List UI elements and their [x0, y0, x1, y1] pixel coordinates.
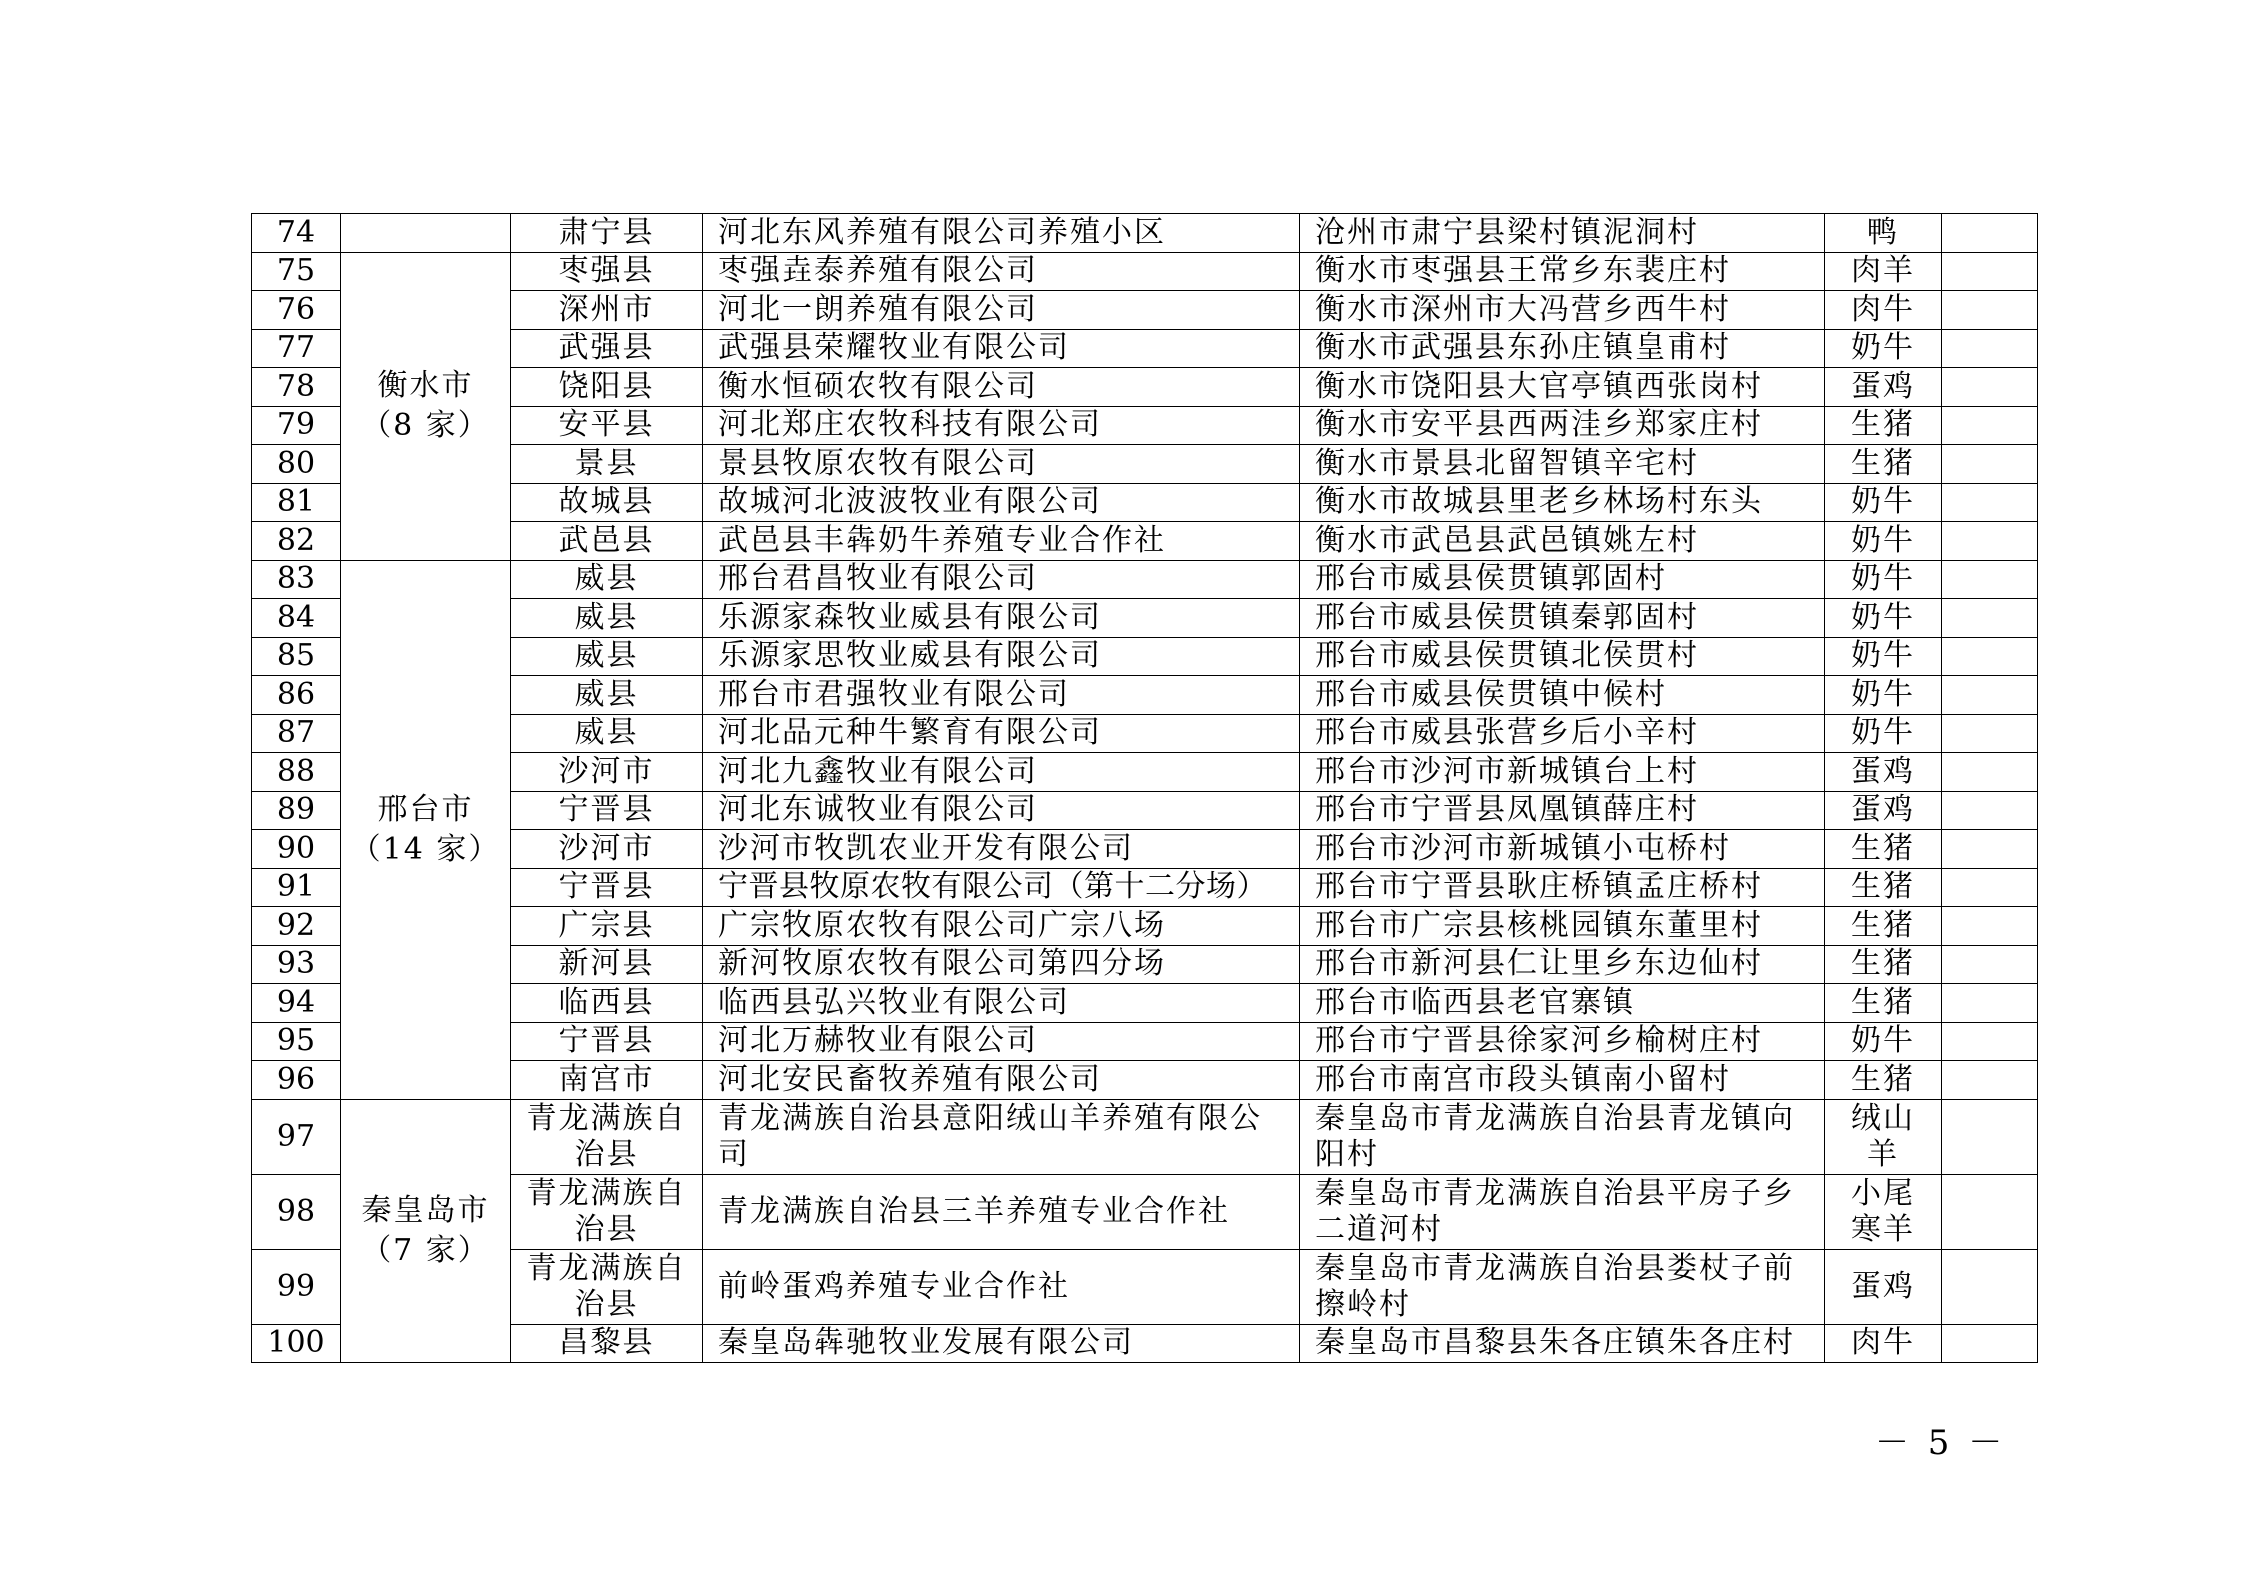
county-cell: 青龙满族自治县 — [511, 1249, 703, 1324]
blank-cell — [1942, 252, 2038, 291]
livestock-cell: 生猪 — [1825, 945, 1942, 984]
company-cell: 河北一朗养殖有限公司 — [703, 291, 1300, 330]
row-number: 83 — [252, 560, 341, 599]
company-cell: 枣强垚泰养殖有限公司 — [703, 252, 1300, 291]
livestock-cell: 肉羊 — [1825, 252, 1942, 291]
company-cell: 武邑县丰犇奶牛养殖专业合作社 — [703, 522, 1300, 561]
address-cell: 衡水市饶阳县大官亭镇西张岗村 — [1300, 368, 1825, 407]
row-number: 94 — [252, 984, 341, 1023]
blank-cell — [1942, 1099, 2038, 1174]
table-row — [252, 1061, 2038, 1100]
table-row — [252, 329, 2038, 368]
blank-cell — [1942, 483, 2038, 522]
blank-cell — [1942, 984, 2038, 1023]
blank-cell — [1942, 560, 2038, 599]
blank-cell — [1942, 445, 2038, 484]
row-number: 92 — [252, 907, 341, 946]
livestock-cell: 奶牛 — [1825, 560, 1942, 599]
address-cell: 衡水市枣强县王常乡东裴庄村 — [1300, 252, 1825, 291]
company-cell: 邢台市君强牧业有限公司 — [703, 676, 1300, 715]
county-cell: 武邑县 — [511, 522, 703, 561]
address-cell: 衡水市武邑县武邑镇姚左村 — [1300, 522, 1825, 561]
blank-cell — [1942, 868, 2038, 907]
livestock-cell: 生猪 — [1825, 1061, 1942, 1100]
county-cell: 安平县 — [511, 406, 703, 445]
blank-cell — [1942, 945, 2038, 984]
blank-cell — [1942, 406, 2038, 445]
livestock-cell: 奶牛 — [1825, 329, 1942, 368]
table-row — [252, 252, 2038, 291]
table-row — [252, 522, 2038, 561]
row-number: 81 — [252, 483, 341, 522]
address-cell: 邢台市威县侯贯镇中候村 — [1300, 676, 1825, 715]
table-row — [252, 445, 2038, 484]
county-cell: 宁晋县 — [511, 1022, 703, 1061]
company-cell: 河北万赫牧业有限公司 — [703, 1022, 1300, 1061]
table-row — [252, 753, 2038, 792]
row-number: 95 — [252, 1022, 341, 1061]
blank-cell — [1942, 907, 2038, 946]
address-cell: 邢台市威县侯贯镇秦郭固村 — [1300, 599, 1825, 638]
livestock-cell: 鸭 — [1825, 214, 1942, 253]
livestock-cell: 生猪 — [1825, 868, 1942, 907]
livestock-cell: 生猪 — [1825, 830, 1942, 869]
blank-cell — [1942, 1022, 2038, 1061]
address-cell: 秦皇岛市昌黎县朱各庄镇朱各庄村 — [1300, 1324, 1825, 1363]
row-number: 84 — [252, 599, 341, 638]
row-number: 78 — [252, 368, 341, 407]
city-cell — [341, 252, 511, 560]
address-cell: 秦皇岛市青龙满族自治县平房子乡二道河村 — [1300, 1174, 1825, 1249]
blank-cell — [1942, 1061, 2038, 1100]
address-cell: 邢台市沙河市新城镇台上村 — [1300, 753, 1825, 792]
table-row — [252, 791, 2038, 830]
row-number: 86 — [252, 676, 341, 715]
company-cell: 景县牧原农牧有限公司 — [703, 445, 1300, 484]
row-number: 75 — [252, 252, 341, 291]
company-cell: 广宗牧原农牧有限公司广宗八场 — [703, 907, 1300, 946]
row-number: 91 — [252, 868, 341, 907]
county-cell: 沙河市 — [511, 830, 703, 869]
address-cell: 衡水市安平县西两洼乡郑家庄村 — [1300, 406, 1825, 445]
row-number: 80 — [252, 445, 341, 484]
city-cell-empty — [341, 214, 511, 253]
address-cell: 邢台市宁晋县凤凰镇薛庄村 — [1300, 791, 1825, 830]
address-cell: 秦皇岛市青龙满族自治县青龙镇向阳村 — [1300, 1099, 1825, 1174]
livestock-cell: 奶牛 — [1825, 599, 1942, 638]
city-cell — [341, 560, 511, 1099]
county-cell: 武强县 — [511, 329, 703, 368]
company-cell: 河北东诚牧业有限公司 — [703, 791, 1300, 830]
table-row — [252, 907, 2038, 946]
livestock-cell: 生猪 — [1825, 445, 1942, 484]
table-row — [252, 1022, 2038, 1061]
livestock-cell: 蛋鸡 — [1825, 791, 1942, 830]
row-number: 79 — [252, 406, 341, 445]
company-cell: 新河牧原农牧有限公司第四分场 — [703, 945, 1300, 984]
company-cell: 乐源家思牧业威县有限公司 — [703, 637, 1300, 676]
county-cell: 宁晋县 — [511, 791, 703, 830]
livestock-cell: 绒山羊 — [1825, 1099, 1942, 1174]
address-cell: 邢台市宁晋县耿庄桥镇孟庄桥村 — [1300, 868, 1825, 907]
row-number: 85 — [252, 637, 341, 676]
company-cell: 河北品元种牛繁育有限公司 — [703, 714, 1300, 753]
table-row — [252, 714, 2038, 753]
row-number: 90 — [252, 830, 341, 869]
address-cell: 邢台市临西县老官寨镇 — [1300, 984, 1825, 1023]
county-cell: 故城县 — [511, 483, 703, 522]
address-cell: 邢台市威县侯贯镇郭固村 — [1300, 560, 1825, 599]
blank-cell — [1942, 1174, 2038, 1249]
company-cell: 武强县荣耀牧业有限公司 — [703, 329, 1300, 368]
livestock-cell: 奶牛 — [1825, 714, 1942, 753]
livestock-cell: 蛋鸡 — [1825, 1249, 1942, 1324]
company-cell: 河北东风养殖有限公司养殖小区 — [703, 214, 1300, 253]
livestock-cell: 奶牛 — [1825, 483, 1942, 522]
table-row — [252, 1249, 2038, 1324]
table-row — [252, 560, 2038, 599]
row-number: 97 — [252, 1099, 341, 1174]
company-cell: 青龙满族自治县三羊养殖专业合作社 — [703, 1174, 1300, 1249]
address-cell: 邢台市新河县仁让里乡东边仙村 — [1300, 945, 1825, 984]
county-cell: 南宫市 — [511, 1061, 703, 1100]
page-number: － 5 － — [1875, 1423, 2007, 1463]
address-cell: 邢台市宁晋县徐家河乡榆树庄村 — [1300, 1022, 1825, 1061]
county-cell: 青龙满族自治县 — [511, 1099, 703, 1174]
table-row — [252, 1174, 2038, 1249]
city-count: （14 家） — [350, 831, 501, 867]
city-count: （8 家） — [361, 408, 490, 443]
company-cell: 河北九鑫牧业有限公司 — [703, 753, 1300, 792]
livestock-cell: 肉牛 — [1825, 291, 1942, 330]
blank-cell — [1942, 368, 2038, 407]
livestock-cell: 蛋鸡 — [1825, 753, 1942, 792]
city-count: （7 家） — [361, 1232, 490, 1268]
row-number: 93 — [252, 945, 341, 984]
livestock-cell: 肉牛 — [1825, 1324, 1942, 1363]
table-row — [252, 214, 2038, 253]
blank-cell — [1942, 291, 2038, 330]
address-cell: 沧州市肃宁县梁村镇泥洞村 — [1300, 214, 1825, 253]
company-cell: 秦皇岛犇驰牧业发展有限公司 — [703, 1324, 1300, 1363]
county-cell: 临西县 — [511, 984, 703, 1023]
table-row — [252, 406, 2038, 445]
company-cell: 青龙满族自治县意阳绒山羊养殖有限公司 — [703, 1099, 1300, 1174]
county-cell: 肃宁县 — [511, 214, 703, 253]
livestock-cell: 蛋鸡 — [1825, 368, 1942, 407]
company-cell: 河北郑庄农牧科技有限公司 — [703, 406, 1300, 445]
livestock-cell: 奶牛 — [1825, 1022, 1942, 1061]
blank-cell — [1942, 329, 2038, 368]
table-row — [252, 945, 2038, 984]
blank-cell — [1942, 214, 2038, 253]
livestock-cell: 小尾寒羊 — [1825, 1174, 1942, 1249]
row-number: 99 — [252, 1249, 341, 1324]
livestock-cell: 奶牛 — [1825, 637, 1942, 676]
table-row — [252, 676, 2038, 715]
address-cell: 邢台市广宗县核桃园镇东董里村 — [1300, 907, 1825, 946]
county-cell: 威县 — [511, 637, 703, 676]
blank-cell — [1942, 753, 2038, 792]
address-cell: 邢台市南宫市段头镇南小留村 — [1300, 1061, 1825, 1100]
row-number: 88 — [252, 753, 341, 792]
county-cell: 枣强县 — [511, 252, 703, 291]
company-cell: 故城河北波波牧业有限公司 — [703, 483, 1300, 522]
county-cell: 威县 — [511, 714, 703, 753]
county-cell: 昌黎县 — [511, 1324, 703, 1363]
address-cell: 衡水市深州市大冯营乡西牛村 — [1300, 291, 1825, 330]
blank-cell — [1942, 676, 2038, 715]
blank-cell — [1942, 830, 2038, 869]
table-row — [252, 1324, 2038, 1363]
table-row — [252, 984, 2038, 1023]
livestock-cell: 奶牛 — [1825, 676, 1942, 715]
county-cell: 威县 — [511, 560, 703, 599]
county-cell: 青龙满族自治县 — [511, 1174, 703, 1249]
table-row — [252, 830, 2038, 869]
address-cell: 秦皇岛市青龙满族自治县娄杖子前擦岭村 — [1300, 1249, 1825, 1324]
address-cell: 衡水市景县北留智镇辛宅村 — [1300, 445, 1825, 484]
address-cell: 邢台市沙河市新城镇小屯桥村 — [1300, 830, 1825, 869]
table-row — [252, 1099, 2038, 1174]
county-cell: 新河县 — [511, 945, 703, 984]
county-cell: 威县 — [511, 599, 703, 638]
company-cell: 临西县弘兴牧业有限公司 — [703, 984, 1300, 1023]
table-row — [252, 368, 2038, 407]
livestock-cell: 生猪 — [1825, 984, 1942, 1023]
row-number: 82 — [252, 522, 341, 561]
company-cell: 邢台君昌牧业有限公司 — [703, 560, 1300, 599]
row-number: 100 — [252, 1324, 341, 1363]
blank-cell — [1942, 1324, 2038, 1363]
livestock-cell: 奶牛 — [1825, 522, 1942, 561]
address-cell: 邢台市威县张营乡后小辛村 — [1300, 714, 1825, 753]
blank-cell — [1942, 1249, 2038, 1324]
row-number: 87 — [252, 714, 341, 753]
address-cell: 衡水市武强县东孙庄镇皇甫村 — [1300, 329, 1825, 368]
row-number: 98 — [252, 1174, 341, 1249]
company-cell: 河北安民畜牧养殖有限公司 — [703, 1061, 1300, 1100]
county-cell: 威县 — [511, 676, 703, 715]
blank-cell — [1942, 522, 2038, 561]
table-row — [252, 599, 2038, 638]
city-name: 秦皇岛市 — [361, 1192, 490, 1228]
company-cell: 衡水恒硕农牧有限公司 — [703, 368, 1300, 407]
row-number: 96 — [252, 1061, 341, 1100]
row-number: 74 — [252, 214, 341, 253]
row-number: 76 — [252, 291, 341, 330]
livestock-cell: 生猪 — [1825, 907, 1942, 946]
company-cell: 沙河市牧凯农业开发有限公司 — [703, 830, 1300, 869]
table-row — [252, 868, 2038, 907]
county-cell: 宁晋县 — [511, 868, 703, 907]
livestock-cell: 生猪 — [1825, 406, 1942, 445]
row-number: 89 — [252, 791, 341, 830]
row-number: 77 — [252, 329, 341, 368]
table-row — [252, 483, 2038, 522]
address-cell: 邢台市威县侯贯镇北侯贯村 — [1300, 637, 1825, 676]
address-cell: 衡水市故城县里老乡林场村东头 — [1300, 483, 1825, 522]
county-cell: 深州市 — [511, 291, 703, 330]
enterprise-table — [251, 213, 2038, 1363]
city-cell — [341, 1099, 511, 1363]
company-cell: 宁晋县牧原农牧有限公司（第十二分场） — [703, 868, 1300, 907]
city-name: 衡水市 — [377, 368, 474, 403]
county-cell: 饶阳县 — [511, 368, 703, 407]
company-cell: 前岭蛋鸡养殖专业合作社 — [703, 1249, 1300, 1324]
table-row — [252, 291, 2038, 330]
county-cell: 景县 — [511, 445, 703, 484]
table-row — [252, 637, 2038, 676]
blank-cell — [1942, 714, 2038, 753]
company-cell: 乐源家森牧业威县有限公司 — [703, 599, 1300, 638]
county-cell: 沙河市 — [511, 753, 703, 792]
blank-cell — [1942, 637, 2038, 676]
county-cell: 广宗县 — [511, 907, 703, 946]
blank-cell — [1942, 599, 2038, 638]
city-name: 邢台市 — [377, 791, 474, 827]
blank-cell — [1942, 791, 2038, 830]
